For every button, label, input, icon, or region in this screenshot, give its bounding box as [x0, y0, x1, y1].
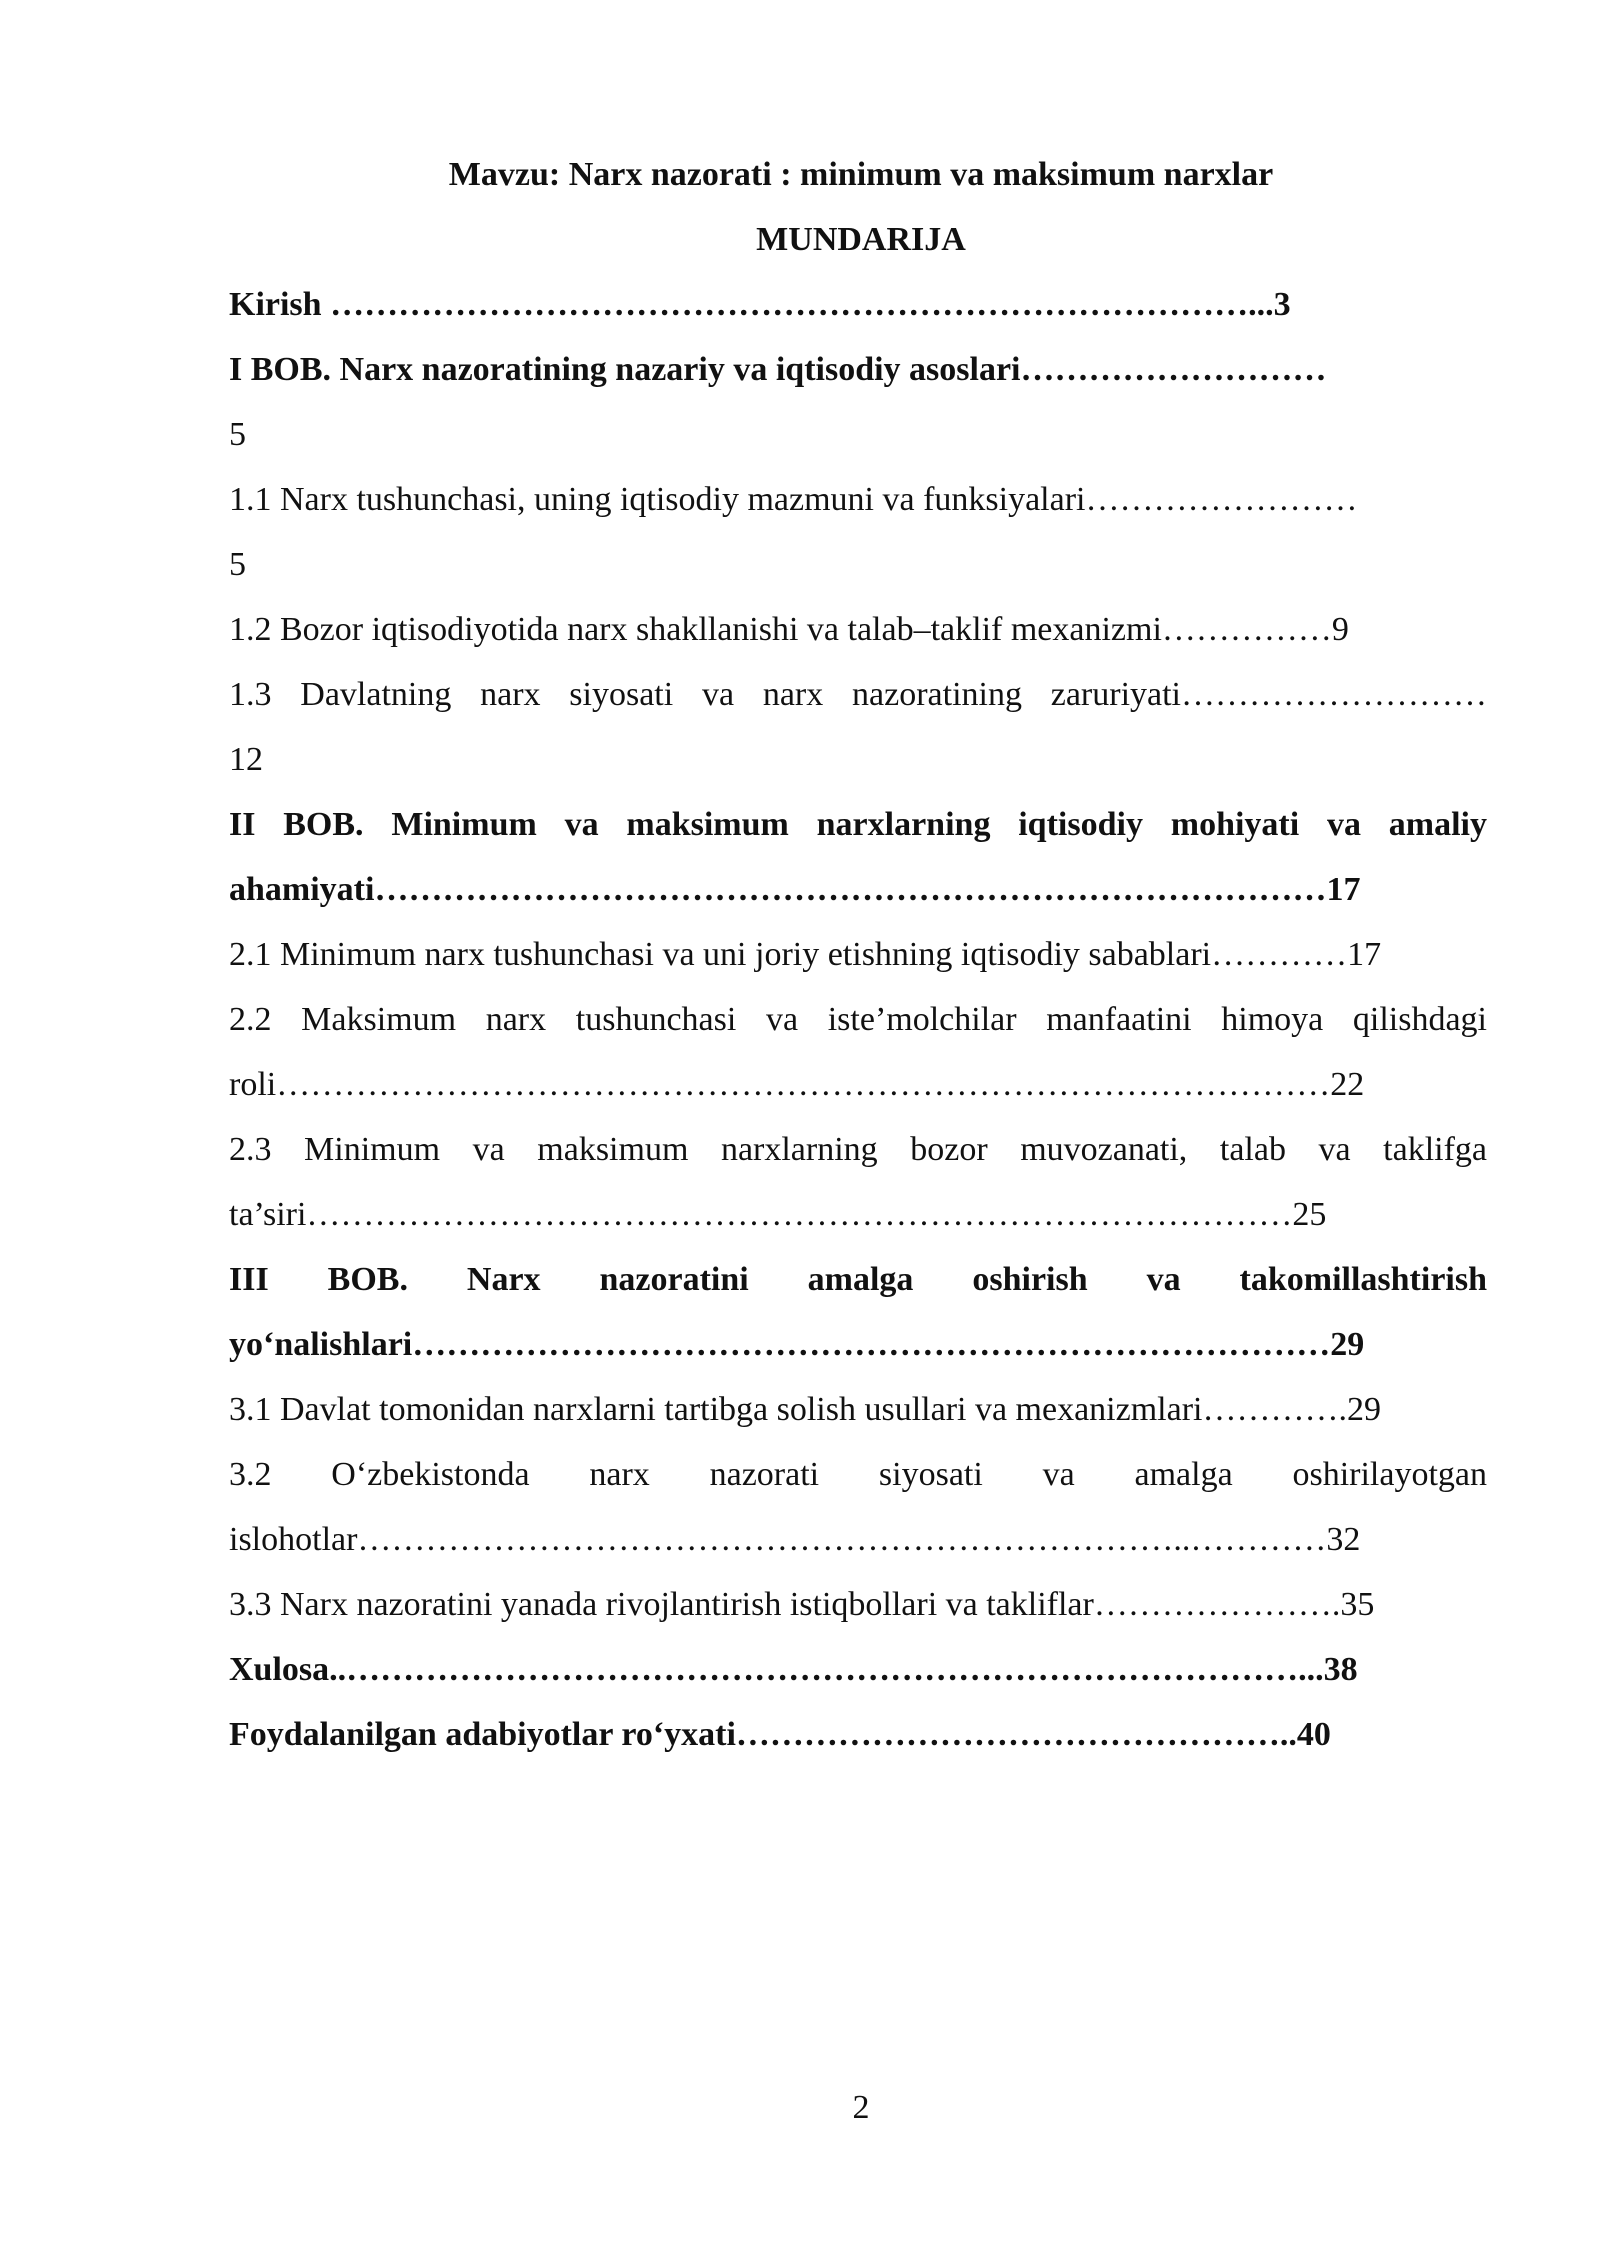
- toc-entry-chapter-3: III BOB. Narx nazoratini amalga oshirish va takomillashtirish: [229, 1261, 1487, 1298]
- toc-entry-3-1: 3.1 Davlat tomonidan narxlarni tartibga solish usullari va mexanizmlari………….29: [229, 1391, 1381, 1428]
- toc-entry-2-3-cont: ta’siri……………………………………………………………………………25: [229, 1196, 1327, 1233]
- toc-entry-2-2-cont: roli…………………………………………………………………………………22: [229, 1066, 1365, 1103]
- toc-entry-chapter-2: II BOB. Minimum va maksimum narxlarning iqtisodiy mohiyati va amaliy: [229, 806, 1487, 843]
- toc-entry-1-3: 1.3 Davlatning narx siyosati va narx nazoratining zaruriyati………………………: [229, 676, 1487, 713]
- toc-page-ref: 12: [229, 741, 263, 778]
- toc-entry-2-1: 2.1 Minimum narx tushunchasi va uni joriy etishning iqtisodiy sabablari…………17: [229, 936, 1382, 973]
- toc-entry-chapter-2-cont: ahamiyati…………………………………………………………………………17: [229, 871, 1361, 908]
- toc-page-ref: 5: [229, 416, 246, 453]
- toc-entry-chapter-3-cont: yo‘nalishlari………………………………………………………………………29: [229, 1326, 1365, 1363]
- toc-entry-1-2: 1.2 Bozor iqtisodiyotida narx shakllanishi va talab–taklif mexanizmi……………9: [229, 611, 1349, 648]
- toc-entry-2-3: 2.3 Minimum va maksimum narxlarning bozor muvozanati, talab va taklifga: [229, 1131, 1487, 1168]
- toc-entry-xulosa: Xulosa..…………………………………………………………………………...38: [229, 1651, 1358, 1688]
- toc-entry-2-2: 2.2 Maksimum narx tushunchasi va iste’molchilar manfaatini himoya qilishdagi: [229, 1001, 1487, 1038]
- toc-entry-chapter-1: I BOB. Narx nazoratining nazariy va iqtisodiy asoslari………………………: [229, 351, 1327, 388]
- toc-entry-3-2-cont: islohotlar………………………………………………………………..…………32: [229, 1521, 1361, 1558]
- toc-entry-3-2: 3.2 O‘zbekistonda narx nazorati siyosati va amalga oshirilayotgan: [229, 1456, 1487, 1493]
- toc-entry-1-1: 1.1 Narx tushunchasi, uning iqtisodiy mazmuni va funksiyalari……………………: [229, 481, 1358, 518]
- toc-heading: MUNDARIJA: [756, 221, 966, 258]
- toc-entry-references: Foydalanilgan adabiyotlar ro‘yxati…………………………………………..40: [229, 1716, 1331, 1753]
- toc-entry-3-3: 3.3 Narx nazoratini yanada rivojlantirish istiqbollari va takliflar………………….35: [229, 1586, 1375, 1623]
- document-topic: Mavzu: Narx nazorati : minimum va maksimum narxlar: [448, 156, 1274, 193]
- page-number: 2: [852, 2089, 870, 2126]
- toc-page-ref: 5: [229, 546, 246, 583]
- toc-entry-kirish: Kirish ………………………………………………………………………...3: [229, 286, 1291, 323]
